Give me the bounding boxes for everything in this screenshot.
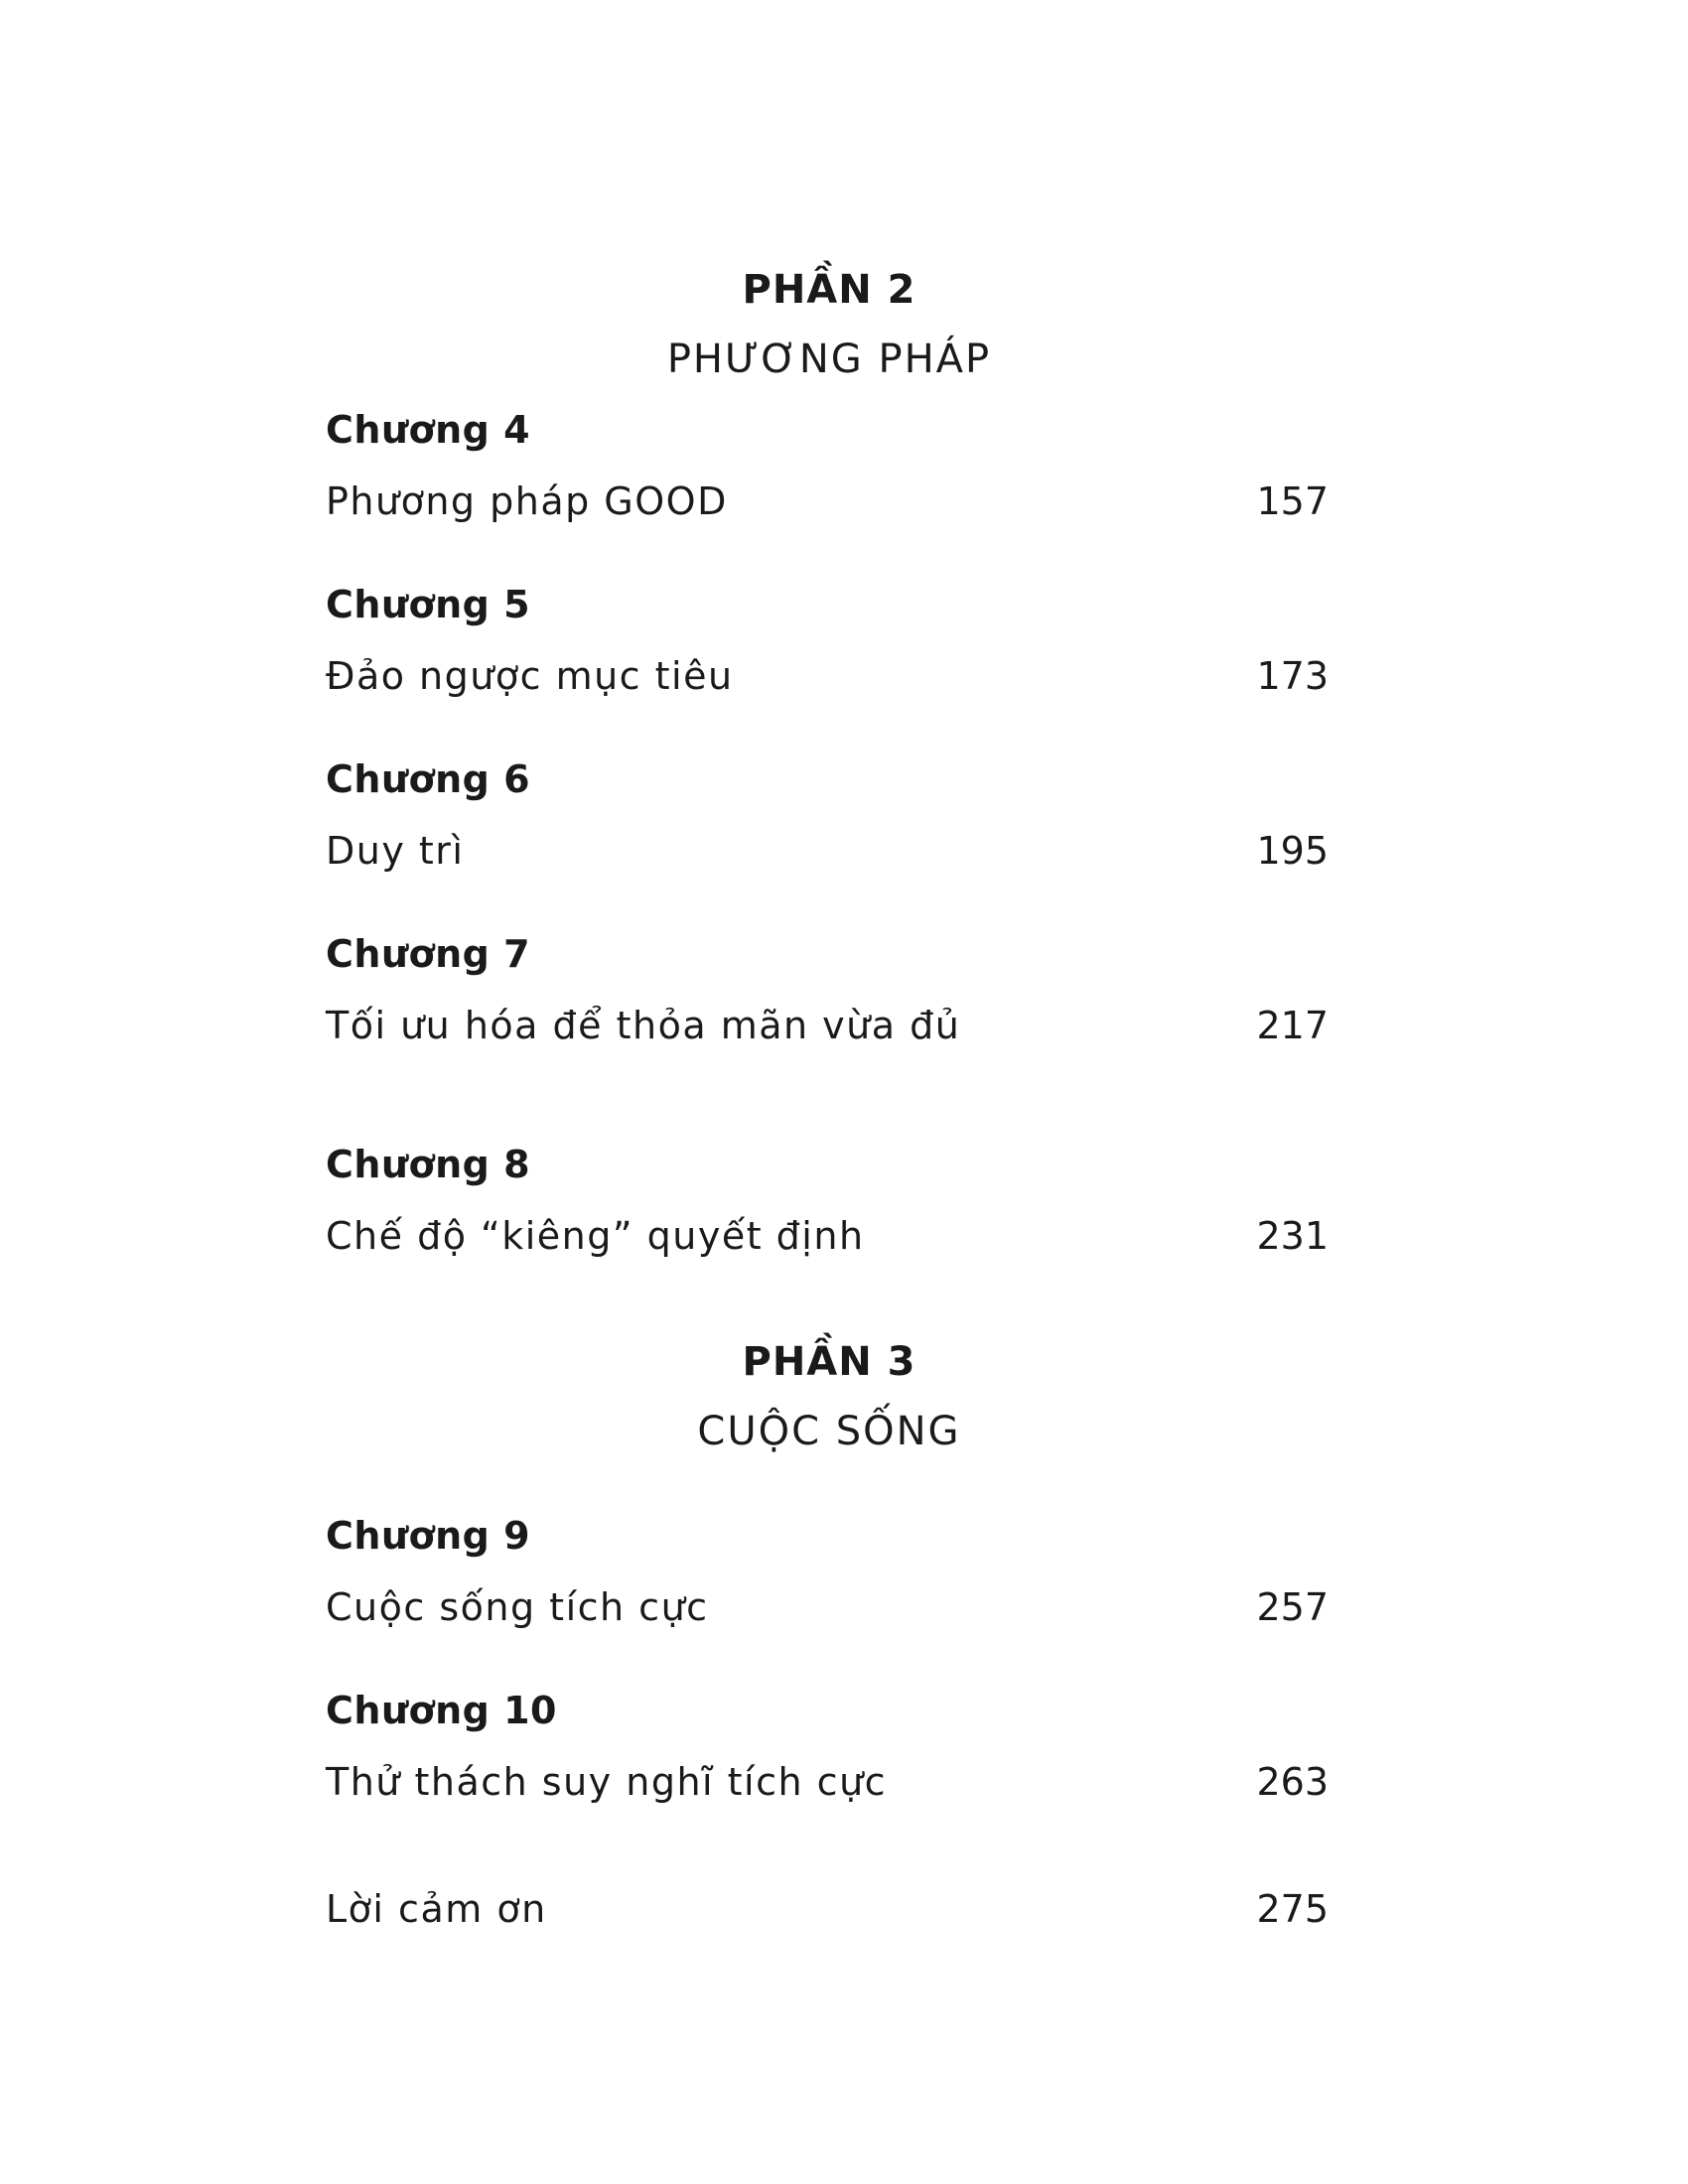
acknowledgements-page-number: 275 (1256, 1887, 1329, 1931)
chapter-6-page-number: 195 (1256, 829, 1329, 873)
toc-entry-chapter-6[interactable] (326, 828, 1329, 874)
chapter-4-title: Phương pháp GOOD (326, 479, 728, 523)
chapter-9-label: Chương 9 (326, 1514, 531, 1558)
part-2-label: PHẦN 2 (742, 267, 916, 313)
chapter-4-page-number: 157 (1256, 479, 1329, 523)
chapter-7-title: Tối ưu hóa để thỏa mãn vừa đủ (326, 1004, 961, 1047)
chapter-7-page-number: 217 (1256, 1004, 1329, 1047)
acknowledgements-title: Lời cảm ơn (326, 1887, 547, 1931)
chapter-8-label: Chương 8 (326, 1143, 531, 1186)
chapter-6-label: Chương 6 (326, 757, 531, 801)
chapter-7-label: Chương 7 (326, 932, 531, 976)
chapter-5-page-number: 173 (1256, 654, 1329, 698)
chapter-4-label: Chương 4 (326, 408, 531, 452)
toc-entry-chapter-9[interactable] (326, 1584, 1329, 1630)
chapter-6-title: Duy trì (326, 829, 465, 873)
chapter-9-page-number: 257 (1256, 1585, 1329, 1629)
toc-entry-chapter-8[interactable] (326, 1213, 1329, 1259)
chapter-8-title: Chế độ “kiêng” quyết định (326, 1214, 865, 1258)
chapter-10-label: Chương 10 (326, 1689, 557, 1732)
chapter-8-page-number: 231 (1256, 1214, 1329, 1258)
part-3-label: PHẦN 3 (742, 1339, 916, 1385)
chapter-5-label: Chương 5 (326, 583, 531, 626)
part-2-title: PHƯƠNG PHÁP (666, 337, 992, 382)
toc-entry-chapter-5[interactable] (326, 653, 1329, 699)
toc-entry-acknowledgements[interactable] (326, 1886, 1329, 1932)
part-3-title: CUỘC SỐNG (697, 1409, 961, 1454)
chapter-5-title: Đảo ngược mục tiêu (326, 654, 734, 698)
chapter-10-page-number: 263 (1256, 1760, 1329, 1804)
chapter-10-title: Thử thách suy nghĩ tích cực (326, 1760, 888, 1804)
toc-entry-chapter-7[interactable] (326, 1003, 1329, 1048)
chapter-9-title: Cuộc sống tích cực (326, 1585, 709, 1629)
toc-entry-chapter-4[interactable] (326, 478, 1329, 524)
toc-entry-chapter-10[interactable] (326, 1759, 1329, 1805)
